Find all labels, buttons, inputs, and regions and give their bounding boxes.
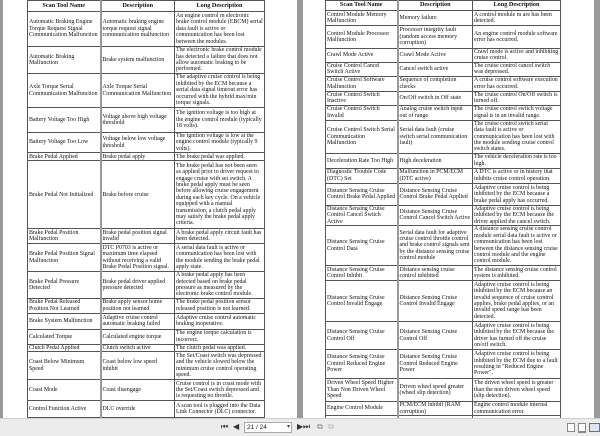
description-cell: Adaptive cruise control automatic braking failed bbox=[101, 313, 175, 329]
table-row bbox=[326, 120, 561, 153]
description-cell: Automatic braking engine torque request signal communication malfunction bbox=[101, 12, 175, 47]
description-cell: Voltage below low voltage threshold bbox=[101, 133, 175, 153]
table-row bbox=[326, 281, 561, 322]
scan-tool-name-cell: Cruise Control Switch Serial Communication Malfunction bbox=[326, 120, 398, 153]
scan-tool-table-left bbox=[27, 0, 265, 424]
description-cell: PCM/ECM inhibit (RAM corruption) bbox=[398, 402, 473, 416]
scan-tool-name-cell: Automatic Braking Malfunction bbox=[28, 47, 101, 74]
table-header-row bbox=[28, 1, 265, 12]
column-header: Description bbox=[101, 1, 175, 12]
scan-tool-name-cell: Distance Sensing Cruise Control Data bbox=[326, 226, 398, 266]
scan-tool-name-cell: Brake Pedal Position Signal Malfunction bbox=[28, 244, 101, 272]
table-row bbox=[326, 168, 561, 183]
table-row bbox=[28, 153, 265, 161]
table-row bbox=[28, 74, 265, 108]
table-row bbox=[28, 313, 265, 329]
table-row bbox=[326, 76, 561, 91]
pdf-page-left bbox=[3, 0, 297, 418]
long-description-cell: Crawl mode is active and inhibiting cruise control. bbox=[473, 49, 561, 63]
scan-tool-name-cell: Brake Pedal Pressure Detected bbox=[28, 272, 101, 299]
table-row bbox=[28, 244, 265, 272]
long-description-cell: The cruise control switch serial data fault is active or communication has been lost with the module sending cruise control switch states. bbox=[473, 120, 561, 153]
long-description-cell: The adaptive cruise control is being inhibited by the ECM because a serial data signal timeout error has occurred with the hybrid max/min torque signals. bbox=[175, 74, 265, 108]
table-row bbox=[28, 108, 265, 133]
description-cell: Brake pedal position signal invalid bbox=[101, 229, 175, 244]
scan-tool-name-cell: Distance Sensing Cruise Control Cancel Switch Active bbox=[326, 205, 398, 225]
continuous-icon[interactable] bbox=[578, 423, 586, 433]
column-header: Long Description bbox=[175, 1, 265, 12]
long-description-cell: An engine control module software error has occurred. bbox=[473, 26, 561, 49]
scan-tool-name-cell: Deceleration Rate Too High bbox=[326, 153, 398, 168]
table-row bbox=[326, 402, 561, 416]
description-cell: Axle Torque Serial Communication Malfunction bbox=[101, 74, 175, 108]
scan-tool-name-cell: Brake Pedal Position Malfunction bbox=[28, 229, 101, 244]
scan-tool-name-cell: Control Function Active bbox=[28, 401, 101, 418]
long-description-cell: A control module m are has been detected. bbox=[473, 11, 561, 26]
column-header: Description bbox=[398, 1, 473, 11]
long-description-cell: Adaptive cruise control is being inhibited by the ECM because the driver applied the cancel switch. bbox=[473, 205, 561, 225]
long-description-cell: Adaptive cruise control is being inhibited by the ECM because the driver has turned off the cruise on/off switch. bbox=[473, 322, 561, 350]
scan-tool-name-cell: Distance Sensing Cruise Control Inhibit bbox=[326, 266, 398, 281]
scan-tool-name-cell: Cruise Control Cancel Switch Active bbox=[326, 62, 398, 76]
scan-tool-name-cell: Coast Below Minimum Speed bbox=[28, 352, 101, 380]
scan-tool-name-cell: Distance Sensing Cruise Control Invalid Engage bbox=[326, 281, 398, 322]
description-cell: Driven wheel speed greater (wheel slip detection) bbox=[398, 379, 473, 402]
long-description-cell: A brake pedal apply has been detected based on brake pedal pressure as measured by the electronic brake control module. bbox=[175, 272, 265, 299]
copy-icon[interactable]: ⧉ bbox=[317, 422, 323, 431]
table-row bbox=[28, 229, 265, 244]
description-cell: Voltage above high voltage threshold bbox=[101, 108, 175, 133]
scan-tool-name-cell: Brake Pedal Not Initialized bbox=[28, 161, 101, 229]
description-cell: High deceleration bbox=[398, 153, 473, 168]
scan-tool-name-cell: Battery Voltage Too Low bbox=[28, 133, 101, 153]
long-description-cell: The engine torque calculation is incorrect. bbox=[175, 329, 265, 344]
table-row bbox=[326, 205, 561, 225]
description-cell: On/Off switch in Off state bbox=[398, 91, 473, 105]
scan-tool-name-cell: Driven Wheel Speed Higher Than Non Driven Wheel Speed bbox=[326, 379, 398, 402]
description-cell: DLC override bbox=[101, 401, 175, 418]
page-number-input[interactable]: 21 / 24 bbox=[244, 422, 292, 433]
description-cell: Memory failure bbox=[398, 11, 473, 26]
long-description-cell: Adaptive cruise control automatic braking inoperative. bbox=[175, 313, 265, 329]
scan-tool-name-cell: Coast Mode bbox=[28, 380, 101, 401]
table-row bbox=[28, 344, 265, 351]
two-page-icon[interactable] bbox=[589, 423, 600, 432]
long-description-cell: The brake pedal has not been seen as applied prior to driver request to engage cruise with set switch. A brake pedal apply must be seen before allowing cruise engagement during each key cycle. On a vehicle equipped with a manual transmission, a clutch pedal apply may satisfy the brake pedal apply criteria. bbox=[175, 161, 265, 229]
long-description-cell: A cruise control software execution error has occurred. bbox=[473, 76, 561, 91]
description-cell: Processor integrity fault (random access memory corruption) bbox=[398, 26, 473, 49]
table-row bbox=[28, 352, 265, 380]
long-description-cell: Adaptive cruise control is being inhibited by the ECM because an invalid sequence of cruise control applies, brake pedal applies, or an invalid speed range has been detected. bbox=[473, 281, 561, 322]
pdf-page-right bbox=[303, 0, 594, 418]
long-description-cell: The Set/Coast switch was depressed and the vehicle slowed below the minimum cruise control operating speed. bbox=[175, 352, 265, 380]
scan-tool-name-cell: Automatic Braking Engine Torque Request Signal Communication Malfunction bbox=[28, 12, 101, 47]
description-cell: Malfunction in PCM/ECM (DTC active) bbox=[398, 168, 473, 183]
description-cell: Crawl Mode Active bbox=[398, 49, 473, 63]
long-description-cell: Engine control module internal communication error. bbox=[473, 402, 561, 416]
long-description-cell: A brake pedal apply circuit fault has been detected. bbox=[175, 229, 265, 244]
description-cell: Brake before cruise bbox=[101, 161, 175, 229]
long-description-cell: A serial data fault is active or communication has been lost with the module sending the brake pedal apply state. bbox=[175, 244, 265, 272]
scan-tool-name-cell: Distance Sensing Cruise Control Reduced Engine Power bbox=[326, 350, 398, 379]
scan-tool-name-cell: Cruise Control Switch Invalid bbox=[326, 105, 398, 120]
long-description-cell: The cruise control On/Off switch is turned off. bbox=[473, 91, 561, 105]
table-row bbox=[28, 161, 265, 229]
single-page-icon[interactable] bbox=[567, 423, 575, 432]
long-description-cell: The driven wheel speed is greater than the non driven wheel speed (slip detection). bbox=[473, 379, 561, 402]
scan-tool-name-cell: Control Module Memory Malfunction bbox=[326, 11, 398, 26]
scan-tool-name-cell: Brake Pedal Released Position Not Learned bbox=[28, 298, 101, 313]
table-row bbox=[28, 272, 265, 299]
scan-tool-name-cell: Calculated Torque bbox=[28, 329, 101, 344]
table-row bbox=[326, 379, 561, 402]
column-header: Long Description bbox=[473, 1, 561, 11]
table-row bbox=[326, 350, 561, 379]
description-cell: Clutch switch active bbox=[101, 344, 175, 351]
description-cell: Sequence of completion checks bbox=[398, 76, 473, 91]
table-row bbox=[326, 62, 561, 76]
description-cell: DTC P0703 is active or maximum time elapsed without receiving a valid Brake Pedal Position signal. bbox=[101, 244, 175, 272]
prev-page-icon[interactable]: ◀ bbox=[233, 422, 240, 431]
description-cell: Cancel switch active bbox=[398, 62, 473, 76]
description-cell: Brake pedal apply bbox=[101, 153, 175, 161]
paste-icon[interactable]: ⧉ bbox=[328, 422, 334, 431]
table-row bbox=[28, 12, 265, 47]
column-header: Scan Tool Name bbox=[326, 1, 398, 11]
table-row bbox=[326, 26, 561, 49]
scan-tool-name-cell: Diagnostic Trouble Code (DTC) Set bbox=[326, 168, 398, 183]
table-row bbox=[326, 266, 561, 281]
long-description-cell: The cruise control switch voltage signal is in an invalid range. bbox=[473, 105, 561, 120]
description-cell: Distance Sensing Cruise Control Brake Pedal Applied bbox=[398, 183, 473, 205]
first-page-icon[interactable]: ⏮ bbox=[221, 422, 229, 431]
pdf-viewer-toolbar bbox=[0, 418, 600, 436]
description-cell: Distance Sensing Cruise Control Off bbox=[398, 322, 473, 350]
column-header: Scan Tool Name bbox=[28, 1, 101, 12]
long-description-cell: Adaptive cruise control is being inhibited by the ECM because a brake pedal apply has occurred. bbox=[473, 183, 561, 205]
table-row bbox=[326, 153, 561, 168]
scan-tool-name-cell: Axle Torque Serial Communication Malfunction bbox=[28, 74, 101, 108]
table-row bbox=[326, 322, 561, 350]
long-description-cell: The ignition voltage is too high at the engine control module (typically 18 volts). bbox=[175, 108, 265, 133]
table-row bbox=[28, 380, 265, 401]
scan-tool-name-cell: Brake Pedal Applied bbox=[28, 153, 101, 161]
scan-tool-name-cell: Brake System Malfunction bbox=[28, 313, 101, 329]
long-description-cell: An engine control m electronic brake control module (EBCM) serial data fault is active or communication has been lost between the modules. bbox=[176, 12, 263, 45]
scan-tool-name-cell: Distance Sensing Cruise Control Brake Pedal Applied bbox=[326, 183, 398, 205]
long-description-cell: The brake pedal was applied. bbox=[175, 153, 265, 161]
scan-tool-name-cell: Cruise Control Software Malfunction bbox=[326, 76, 398, 91]
scan-tool-table-right bbox=[325, 0, 561, 427]
table-row bbox=[28, 298, 265, 313]
long-description-cell: The clutch pedal was applied. bbox=[175, 344, 265, 351]
table-row bbox=[28, 401, 265, 418]
description-cell: Brake pedal driver applied pressure detected bbox=[101, 272, 175, 299]
table-row bbox=[326, 91, 561, 105]
description-cell: Distance Sensing Cruise Control Reduced Engine Power bbox=[398, 350, 473, 379]
long-description-cell: The distance sensing cruise control system is inhibited. bbox=[473, 266, 561, 281]
description-cell: Serial data fault (cruise switch serial communication fault) bbox=[398, 120, 473, 153]
long-description-cell: A scan tool is plugged into the Data Link Connector (DLC) connector. bbox=[175, 401, 265, 418]
last-page-icon[interactable]: ⏭ bbox=[303, 422, 311, 431]
scan-tool-name-cell: Crawl Mode Active bbox=[326, 49, 398, 63]
long-description-cell: Cruise control is in coast mode with the Set/Coast switch depressed and is requesting no throttle. bbox=[175, 380, 265, 401]
description-cell: Distance sensing cruise control inhibited bbox=[398, 266, 473, 281]
table-row bbox=[326, 11, 561, 26]
scan-tool-name-cell: Distance Sensing Cruise Control Off bbox=[326, 322, 398, 350]
scan-tool-name-cell: Battery Voltage Too High bbox=[28, 108, 101, 133]
long-description-cell: The vehicle deceleration rate is too high. bbox=[473, 153, 561, 168]
description-cell: Coast below low speed inhibit bbox=[101, 352, 175, 380]
scan-tool-name-cell: Engine Control Module bbox=[326, 402, 398, 416]
description-cell: Coast disengage bbox=[101, 380, 175, 401]
description-cell: Distance Sensing Cruise Control Invalid Engage bbox=[398, 281, 473, 322]
long-description-cell: The ignition voltage is low at the engine control module (typically 9 volts). bbox=[175, 133, 265, 153]
table-row bbox=[326, 226, 561, 266]
description-cell: Serial data fault for adaptive cruise control throttle control and brake control signals sent by the distance sensing cruise control module bbox=[398, 226, 473, 266]
table-row bbox=[326, 105, 561, 120]
scan-tool-name-cell: Cruise Control Switch Inactive bbox=[326, 91, 398, 105]
page-dropdown-icon[interactable]: ▾ bbox=[287, 424, 291, 430]
long-description-cell: A distance sensing cruise control module serial data fault is active or communication has been lost between the distance sensing cruise control module and the engine control module. bbox=[473, 226, 561, 266]
scan-tool-name-cell: Clutch Pedal Applied bbox=[28, 344, 101, 351]
table-row bbox=[326, 183, 561, 205]
long-description-cell: The electronic brake control module has detected a failure that does not allow automatic braking to be performed. bbox=[175, 47, 265, 74]
table-row bbox=[326, 49, 561, 63]
table-row bbox=[28, 133, 265, 153]
table-row bbox=[28, 329, 265, 344]
scan-tool-name-cell: Control Module Processor Malfunction bbox=[326, 26, 398, 49]
long-description-cell: Adaptive cruise control is being inhibited by the ECM due to a fault resulting in "Reduced Engine Power". bbox=[473, 350, 561, 379]
description-cell: Calculated engine torque bbox=[101, 329, 175, 344]
long-description-cell: The brake pedal position sensor released position is not learned. bbox=[175, 298, 265, 313]
next-page-icon[interactable]: ▶ bbox=[297, 422, 304, 431]
table-header-row bbox=[326, 1, 561, 11]
long-description-cell: The cruise control cancel switch was depressed. bbox=[473, 62, 561, 76]
description-cell: Distance Sensing Cruise Control Cancel Switch Active bbox=[398, 205, 473, 225]
long-description-cell: A DTC is active or in history that inhibits cruise control operation. bbox=[473, 168, 561, 183]
description-cell: Analog cruise switch input out of range bbox=[398, 105, 473, 120]
table-row bbox=[28, 47, 265, 74]
description-cell: Brake system malfunction bbox=[101, 47, 175, 74]
description-cell: Brake apply sensor home position not learned bbox=[101, 298, 175, 313]
